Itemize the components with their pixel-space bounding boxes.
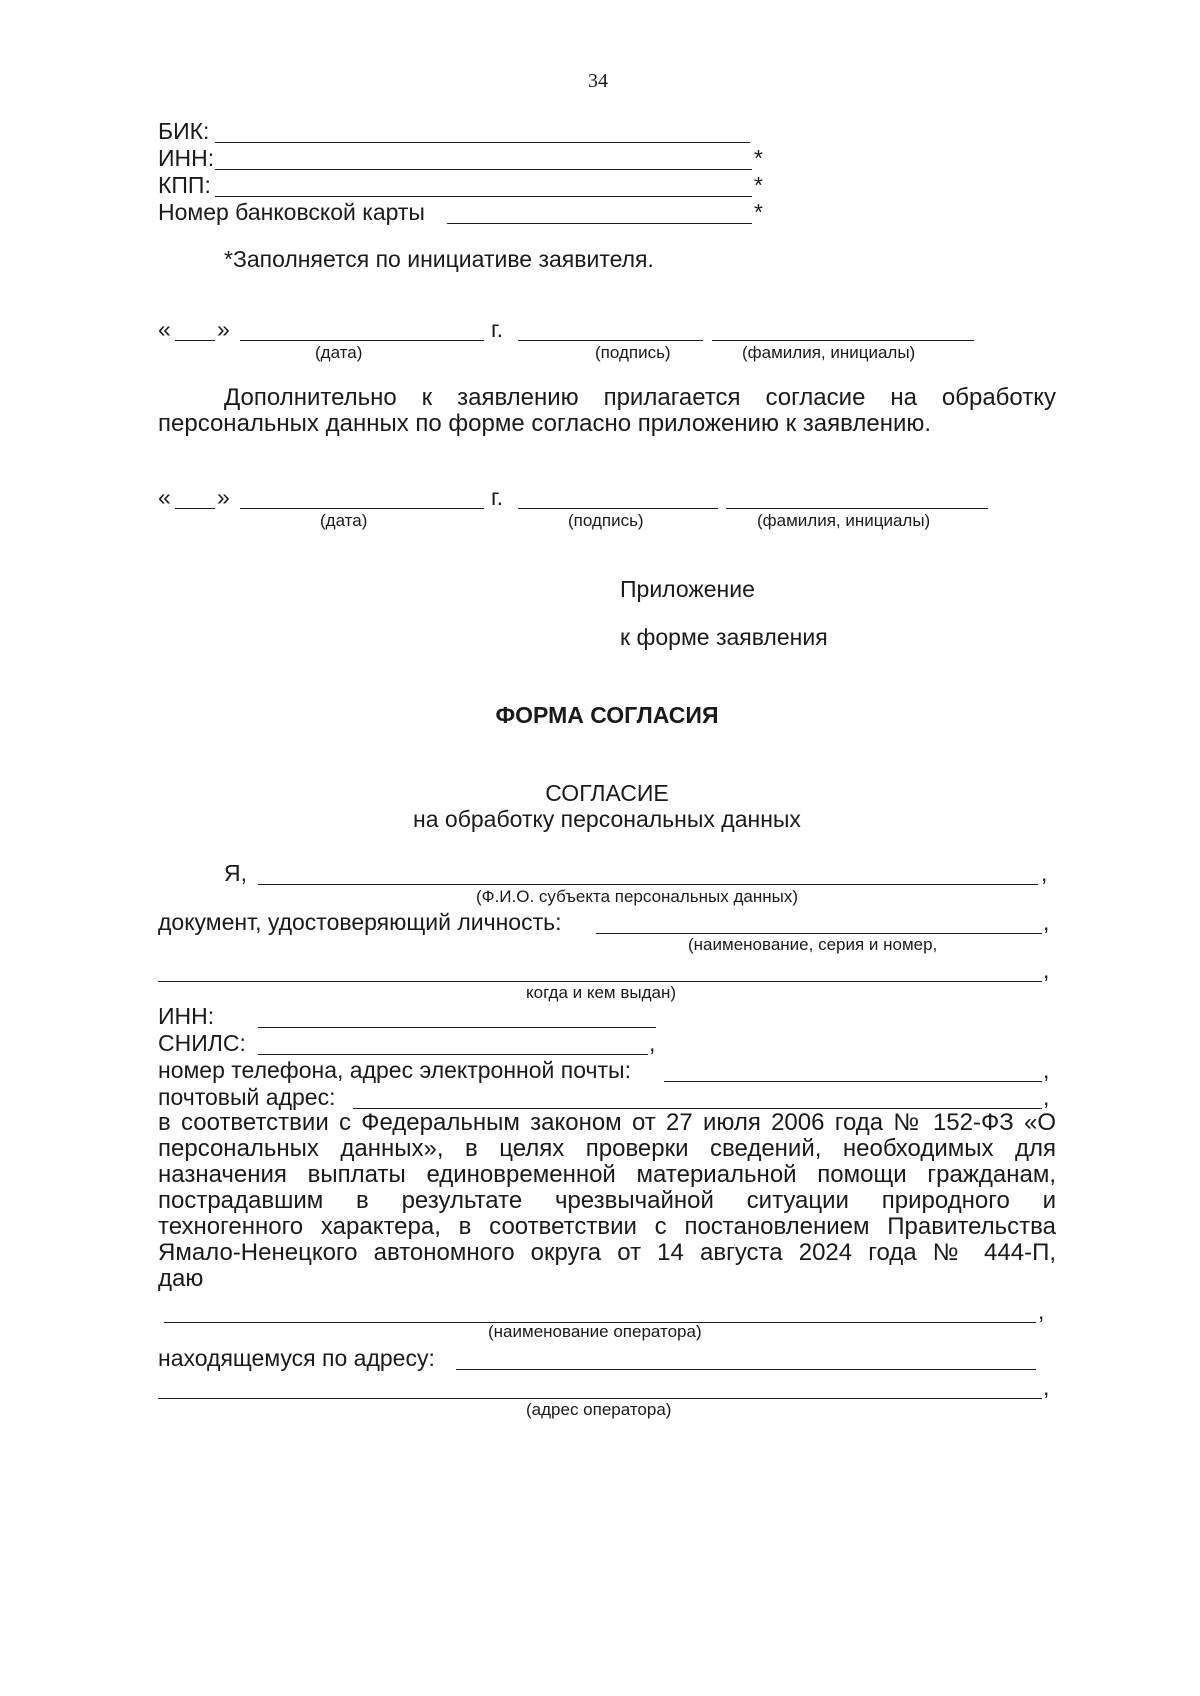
consent-body-line-4: пострадавшим в результате чрезвычайной ситуации природного и — [158, 1187, 1056, 1214]
doc-label: документ, удостоверяющий личность: — [158, 909, 562, 935]
card-asterisk: * — [754, 199, 763, 225]
doc-issued-field[interactable] — [158, 981, 1042, 982]
sig2-day-field[interactable] — [175, 508, 215, 509]
sig2-name-field[interactable] — [726, 508, 988, 509]
sig1-signature-field[interactable] — [518, 340, 703, 341]
operator-comma: , — [1038, 1298, 1045, 1324]
phone-comma: , — [1043, 1057, 1050, 1083]
bik-label: БИК: — [158, 118, 210, 144]
address-caption: (адрес оператора) — [526, 1400, 672, 1419]
consent-body-line-3: назначения выплаты единовременной материальной помощи гражданам, — [158, 1161, 1056, 1188]
inn-asterisk: * — [754, 145, 763, 171]
address-field-2[interactable] — [158, 1398, 1042, 1399]
sig1-day-field[interactable] — [175, 340, 215, 341]
sig2-open-quote: « — [158, 484, 171, 510]
kpp-asterisk: * — [754, 172, 763, 198]
card-label: Номер банковской карты — [158, 199, 425, 225]
sig1-close-quote: » — [217, 316, 230, 342]
consent-subtitle: на обработку персональных данных — [413, 806, 801, 832]
consent-body-line-6: Ямало-Ненецкого автономного округа от 14 августа 2024 года № 444-П, — [158, 1239, 1056, 1266]
card-field[interactable] — [447, 223, 752, 224]
fio-comma: , — [1041, 860, 1048, 886]
fio-field[interactable] — [258, 884, 1038, 885]
doc-field[interactable] — [596, 933, 1042, 934]
doc-comma: , — [1043, 909, 1050, 935]
postal-comma: , — [1043, 1084, 1050, 1110]
consent-inn-field[interactable] — [258, 1027, 656, 1028]
address-comma: , — [1043, 1374, 1050, 1400]
inn-field[interactable] — [215, 169, 752, 170]
form-title: ФОРМА СОГЛАСИЯ — [495, 702, 719, 728]
page-number: 34 — [588, 70, 608, 92]
doc-caption-1: (наименование, серия и номер, — [688, 935, 938, 954]
appendix-line-2: к форме заявления — [620, 624, 828, 650]
applicant-note: *Заполняется по инициативе заявителя. — [224, 246, 654, 272]
sig1-sign-caption: (подпись) — [595, 343, 671, 362]
operator-caption: (наименование оператора) — [488, 1322, 702, 1341]
doc-issued-comma: , — [1043, 957, 1050, 983]
sig2-date-caption: (дата) — [320, 511, 368, 530]
sig1-date-caption: (дата) — [315, 343, 363, 362]
kpp-field[interactable] — [215, 196, 752, 197]
sig2-year: г. — [491, 484, 503, 510]
postal-label: почтовый адрес: — [158, 1084, 336, 1110]
sig2-close-quote: » — [217, 484, 230, 510]
ya-label: Я, — [224, 860, 247, 886]
consent-body-line-2: персональных данных», в целях проверки сведений, необходимых для — [158, 1135, 1056, 1162]
snils-field[interactable] — [258, 1054, 648, 1055]
kpp-label: КПП: — [158, 172, 211, 198]
phone-label: номер телефона, адрес электронной почты: — [158, 1057, 631, 1083]
sig1-year: г. — [491, 316, 503, 342]
additional-line-1: Дополнительно к заявлению прилагается согласие на обработку — [224, 384, 1056, 411]
snils-comma: , — [649, 1030, 656, 1056]
consent-inn-label: ИНН: — [158, 1003, 215, 1029]
consent-body-line-1: в соответствии с Федеральным законом от 27 июля 2006 года № 152-ФЗ «О — [158, 1109, 1056, 1136]
additional-line-2: персональных данных по форме согласно приложению к заявлению. — [158, 410, 932, 437]
consent-title: СОГЛАСИЕ — [545, 780, 669, 806]
consent-body-last: даю — [158, 1265, 204, 1292]
sig1-date-field[interactable] — [240, 340, 484, 341]
doc-caption-2: когда и кем выдан) — [526, 983, 677, 1002]
sig2-name-caption: (фамилия, инициалы) — [757, 511, 931, 530]
sig2-signature-field[interactable] — [518, 508, 718, 509]
fio-caption: (Ф.И.О. субъекта персональных данных) — [476, 887, 799, 906]
consent-body-line-5: техногенного характера, в соответствии с постановлением Правительства — [158, 1213, 1056, 1240]
sig1-name-field[interactable] — [712, 340, 974, 341]
sig2-date-field[interactable] — [240, 508, 484, 509]
bik-field[interactable] — [215, 142, 750, 143]
address-label: находящемуся по адресу: — [158, 1345, 435, 1371]
sig2-sign-caption: (подпись) — [568, 511, 644, 530]
sig1-open-quote: « — [158, 316, 171, 342]
inn-label: ИНН: — [158, 145, 215, 171]
sig1-name-caption: (фамилия, инициалы) — [742, 343, 916, 362]
snils-label: СНИЛС: — [158, 1030, 246, 1056]
address-field[interactable] — [456, 1369, 1036, 1370]
phone-field[interactable] — [664, 1081, 1042, 1082]
appendix-line-1: Приложение — [620, 576, 755, 602]
